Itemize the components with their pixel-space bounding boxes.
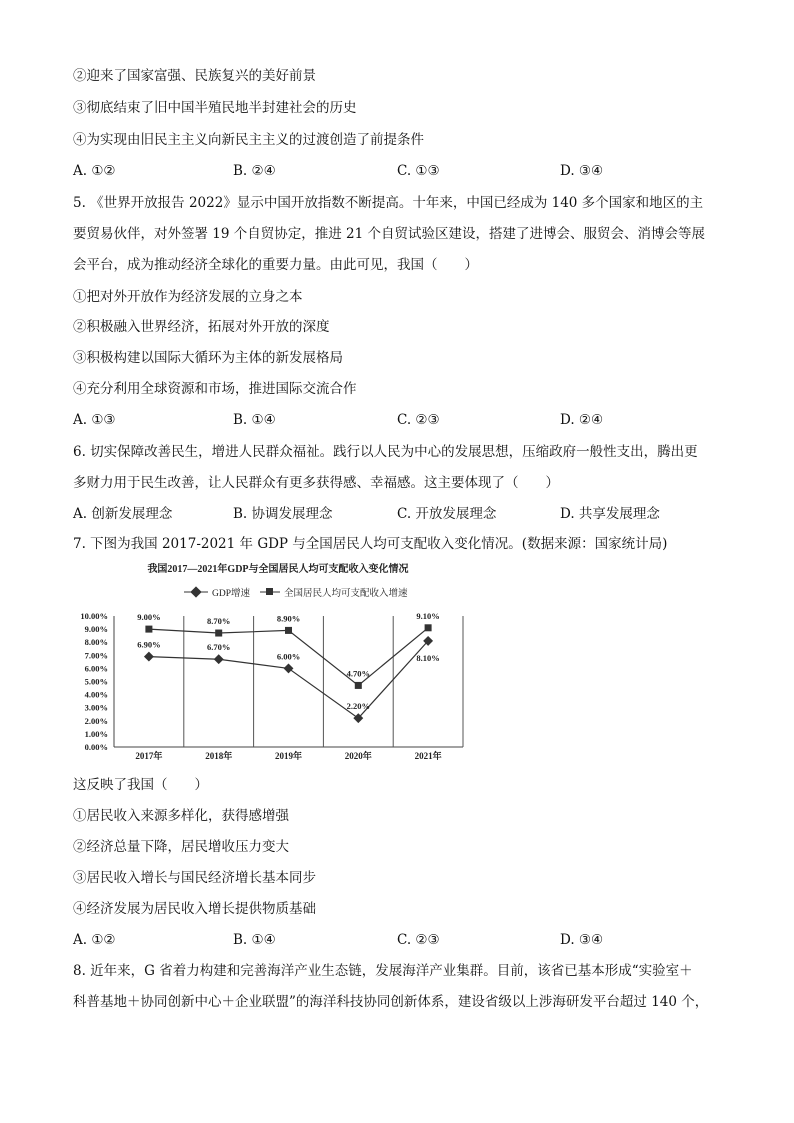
income-data-label: 9.00% <box>137 612 161 623</box>
q7-item-4: ④经济发展为居民收入增长提供物质基础 <box>73 901 316 917</box>
y-tick-label: 10.00% <box>80 611 108 621</box>
legend-label-income: 全国居民人均可支配收入增速 <box>284 589 408 599</box>
option-c[interactable]: C. ②③ <box>397 412 440 428</box>
q4-item-3: ③彻底结束了旧中国半殖民地半封建社会的历史 <box>73 100 357 116</box>
q7-item-2: ②经济总量下降，居民增收压力变大 <box>73 839 289 855</box>
y-tick-label: 9.00% <box>84 624 108 635</box>
y-tick-label: 2.00% <box>84 715 108 726</box>
option-a[interactable]: A. ①② <box>73 932 116 948</box>
y-tick-label: 6.00% <box>84 663 108 674</box>
option-d[interactable]: D. ②④ <box>560 412 604 428</box>
q5-item-2: ②积极融入世界经济，拓展对外开放的深度 <box>73 319 330 335</box>
x-tick-label: 2019年 <box>274 751 303 761</box>
option-a[interactable]: A. ①② <box>73 163 116 179</box>
gdp-data-label: 8.10% <box>416 652 440 663</box>
income-point <box>145 626 152 633</box>
option-b[interactable]: B. ②④ <box>233 163 276 179</box>
gdp-data-label: 6.70% <box>207 642 231 653</box>
y-tick-label: 4.00% <box>84 689 108 700</box>
option-d[interactable]: D. 共享发展理念 <box>560 506 660 522</box>
line-chart <box>78 562 470 767</box>
legend-label-gdp: GDP增速 <box>212 589 251 599</box>
q5-stem-line-3: 会平台，成为推动经济全球化的重要力量。由此可见，我国（ ） <box>73 257 478 273</box>
q8-stem-line-2: 科普基地＋协同创新中心＋企业联盟”的海洋科技协同创新体系，建设省级以上涉海研发平台超过 140 个， <box>73 994 709 1010</box>
income-point <box>425 624 432 631</box>
option-a[interactable]: A. ①③ <box>73 412 116 428</box>
chart-title: 我国2017—2021年GDP与全国居民人均可支配收入变化情况 <box>147 564 409 575</box>
income-point <box>355 682 362 689</box>
x-tick-label: 2018年 <box>205 751 233 761</box>
gdp-data-label: 6.90% <box>137 639 161 650</box>
income-data-label: 4.70% <box>346 668 370 679</box>
income-data-label: 8.90% <box>276 613 301 624</box>
option-d[interactable]: D. ③④ <box>560 163 604 179</box>
y-tick-label: 0.00% <box>84 742 108 752</box>
gdp-point <box>144 652 154 662</box>
legend-marker-income <box>266 588 273 595</box>
option-b[interactable]: B. 协调发展理念 <box>233 506 333 522</box>
income-data-label: 9.10% <box>416 610 440 621</box>
q5-item-1: ①把对外开放作为经济发展的立身之本 <box>73 289 303 305</box>
q7-item-1: ①居民收入来源多样化，获得感增强 <box>73 808 289 824</box>
option-c[interactable]: C. ②③ <box>397 932 440 948</box>
q7-stem: 7. 下图为我国 2017-2021 年 GDP 与全国居民人均可支配收入变化情况。(数据来源：国家统计局) <box>73 536 668 552</box>
legend-marker-gdp <box>190 586 201 597</box>
income-data-label: 8.70% <box>207 616 231 627</box>
x-tick-label: 2017年 <box>135 751 163 761</box>
income-point <box>215 630 222 637</box>
x-tick-label: 2021年 <box>414 751 442 761</box>
option-a[interactable]: A. 创新发展理念 <box>73 506 173 522</box>
q6-stem-line-2: 多财力用于民生改善，让人民群众有更多获得感、幸福感。这主要体现了（ ） <box>73 475 559 491</box>
q7-item-3: ③居民收入增长与国民经济增长基本同步 <box>73 870 316 886</box>
q5-item-3: ③积极构建以国际大循环为主体的新发展格局 <box>73 350 343 366</box>
option-d[interactable]: D. ③④ <box>560 932 604 948</box>
income-point <box>285 627 292 634</box>
gdp-data-label: 6.00% <box>276 651 301 662</box>
option-b[interactable]: B. ①④ <box>233 932 276 948</box>
q5-item-4: ④充分利用全球资源和市场，推进国际交流合作 <box>73 381 357 397</box>
q5-stem-line-1: 5. 《世界开放报告 2022》显示中国开放指数不断提高。十年来，中国已经成为 140 多个国家和地区的主 <box>73 195 704 211</box>
option-b[interactable]: B. ①④ <box>233 412 276 428</box>
q7-question: 这反映了我国（ ） <box>73 777 208 793</box>
y-tick-label: 8.00% <box>84 637 108 648</box>
q8-stem-line-1: 8. 近年来，G 省着力构建和完善海洋产业生态链，发展海洋产业集群。目前，该省已基本形成“实验室＋ <box>73 963 693 979</box>
y-tick-label: 1.00% <box>84 728 108 739</box>
gdp-point <box>214 654 224 664</box>
q4-item-2: ②迎来了国家富强、民族复兴的美好前景 <box>73 68 316 84</box>
gdp-point <box>284 663 294 673</box>
chart-svg <box>78 562 470 767</box>
option-c[interactable]: C. 开放发展理念 <box>397 506 497 522</box>
y-tick-label: 7.00% <box>84 650 108 661</box>
q6-stem-line-1: 6. 切实保障改善民生，增进人民群众福祉。践行以人民为中心的发展思想，压缩政府一般性支出，腾出更 <box>73 444 698 460</box>
gdp-data-label: 2.20% <box>346 701 370 712</box>
y-tick-label: 5.00% <box>84 676 108 687</box>
q5-stem-line-2: 要贸易伙伴，对外签署 19 个自贸协定，推进 21 个自贸试验区建设，搭建了进博会、服贸会、消博会等展 <box>73 226 706 242</box>
option-c[interactable]: C. ①③ <box>397 163 440 179</box>
q4-item-4: ④为实现由旧民主主义向新民主主义的过渡创造了前提条件 <box>73 132 424 148</box>
y-tick-label: 3.00% <box>84 702 108 713</box>
x-tick-label: 2020年 <box>344 751 372 761</box>
